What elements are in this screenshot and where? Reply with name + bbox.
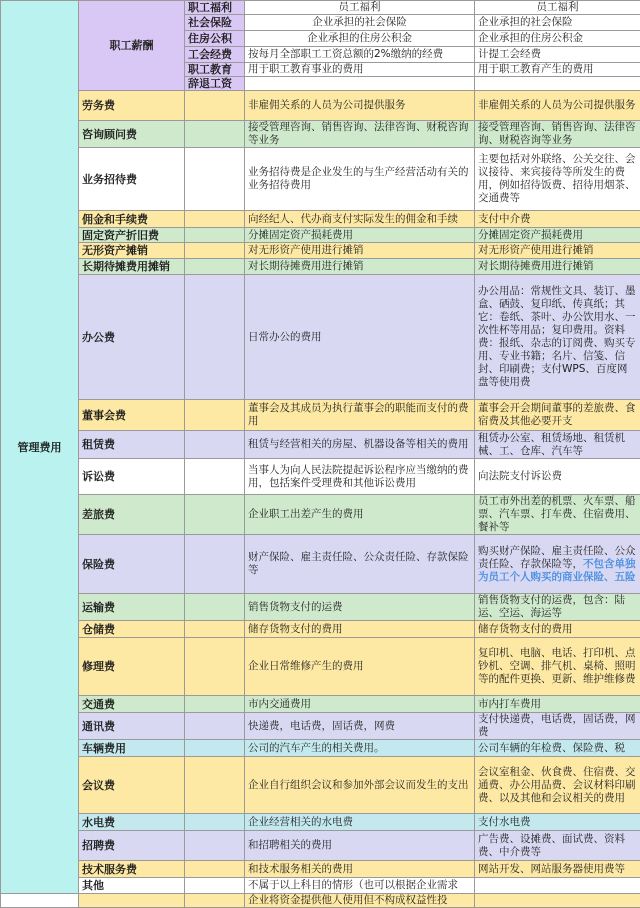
- detail-cell: [475, 894, 640, 908]
- description-cell: 企业承担的社会保险: [245, 15, 475, 31]
- spacer-cell: [185, 621, 245, 638]
- table-row: [1, 878, 640, 894]
- detail-cell: [475, 621, 640, 638]
- table-row: [1, 91, 640, 121]
- item-name-cell: 办公费: [79, 275, 185, 400]
- table-row: [1, 696, 640, 713]
- expense-table-body: [1, 1, 640, 908]
- detail-cell: [475, 243, 640, 259]
- item-name-cell: 其他: [79, 878, 185, 894]
- detail-cell: [475, 638, 640, 696]
- detail-cell: 员工福利: [475, 1, 640, 15]
- table-row: [1, 148, 640, 211]
- detail-cell: [475, 275, 640, 400]
- spacer-cell: [185, 740, 245, 757]
- table-row: [1, 495, 640, 535]
- item-name-cell: 长期待摊费用摊销: [79, 259, 185, 275]
- description-cell: 按每月全部职工工资总额的2%缴纳的经费: [245, 47, 475, 63]
- item-name-cell: 保险费: [79, 535, 185, 594]
- salary-sub-cell: 辞退工资: [185, 77, 245, 91]
- spacer-cell: [185, 243, 245, 259]
- table-row: [1, 621, 640, 638]
- spacer-cell: [185, 495, 245, 535]
- detail-cell: [475, 696, 640, 713]
- table-row: [1, 243, 640, 259]
- description-cell: 和招聘相关的费用: [245, 831, 475, 861]
- item-name-cell: 董事会费: [79, 400, 185, 431]
- detail-text: 支付快递费，电话费，固话费，网费: [478, 713, 636, 738]
- detail-text: 租赁办公室、租赁场地、租赁机械、工、仓库、汽车等: [478, 432, 625, 457]
- detail-cell: [475, 535, 640, 594]
- detail-cell: [475, 878, 640, 894]
- spacer-cell: [185, 459, 245, 495]
- description-cell: 企业承担的住房公积金: [245, 31, 475, 47]
- description-cell: 当事人为向人民法院提起诉讼程序应当缴纳的费用，包括案件受理费和其他诉讼费用: [245, 459, 475, 495]
- salary-sub-cell: 住房公积: [185, 31, 245, 47]
- detail-text: 销售货物支付的运费，包含：陆运、空运、海运等: [478, 594, 625, 619]
- spacer-cell: [185, 121, 245, 148]
- description-cell: 接受管理咨询、销售咨询、法律咨询、财税咨询等业务: [245, 121, 475, 148]
- item-name-cell: 固定资产折旧费: [79, 228, 185, 243]
- detail-cell: [475, 211, 640, 228]
- table-row: [1, 740, 640, 757]
- table-row: [1, 275, 640, 400]
- detail-cell: [475, 148, 640, 211]
- spacer-cell: [185, 757, 245, 814]
- description-cell: 储存货物支付的费用: [245, 621, 475, 638]
- item-name-cell: 招聘费: [79, 831, 185, 861]
- salary-sub-cell: 职工福利: [185, 1, 245, 15]
- table-row: [1, 1, 640, 15]
- salary-sub-cell: 社会保险: [185, 15, 245, 31]
- description-cell: 企业职工出差产生的费用: [245, 495, 475, 535]
- table-row: [1, 638, 640, 696]
- detail-cell: [475, 431, 640, 459]
- spacer-cell: [185, 861, 245, 878]
- item-name-cell: 租赁费: [79, 431, 185, 459]
- item-name-cell: 水电费: [79, 814, 185, 831]
- description-cell: 向经纪人、代办商支付实际发生的佣金和手续: [245, 211, 475, 228]
- table-row: [1, 861, 640, 878]
- detail-text: 购买财产保险、雇主责任险、公众责任险、存款保险等，: [478, 545, 636, 570]
- detail-cell: [475, 495, 640, 535]
- item-name-cell: 通讯费: [79, 713, 185, 740]
- spacer-cell: [185, 259, 245, 275]
- item-name-cell: 车辆费用: [79, 740, 185, 757]
- description-cell: 企业日常维修产生的费用: [245, 638, 475, 696]
- item-name-cell: 诉讼费: [79, 459, 185, 495]
- spacer-cell: [185, 814, 245, 831]
- spacer-cell: [185, 91, 245, 121]
- detail-cell: [475, 400, 640, 431]
- detail-cell: [475, 757, 640, 814]
- description-cell: 租赁与经营相关的房屋、机器设备等相关的费用: [245, 431, 475, 459]
- description-cell: 业务招待费是企业发生的与生产经营活动有关的业务招待费用: [245, 148, 475, 211]
- description-cell: 日常办公的费用: [245, 275, 475, 400]
- item-name-cell: 技术服务费: [79, 861, 185, 878]
- detail-text: 办公用品：常规性文具、装订、墨盒、硒鼓、复印纸、传真纸；其它：卷纸、茶叶、办公饮用水、一次性杯等用品；复印费用。资料费：报纸、杂志的订阅费、购买专用、专业书籍；名片、信笺、信封、印刷费；支付WPS、百度网盘等使用费: [478, 285, 636, 388]
- description-cell: 销售货物支付的运费: [245, 594, 475, 621]
- item-name-cell: 运输费: [79, 594, 185, 621]
- detail-text: 广告费、设摊费、面试费、资料费、中介费等: [478, 833, 625, 858]
- detail-cell: [475, 831, 640, 861]
- table-row: [1, 121, 640, 148]
- spacer-cell: [185, 431, 245, 459]
- detail-text: 对长期待摊费用进行摊销: [478, 260, 594, 272]
- description-cell: 分摊固定资产损耗费用: [245, 228, 475, 243]
- detail-text: 市内打车费用: [478, 698, 541, 710]
- description-cell: 非雇佣关系的人员为公司提供服务: [245, 91, 475, 121]
- item-name-cell: 差旅费: [79, 495, 185, 535]
- spacer-cell: [185, 878, 245, 894]
- detail-text: 分摊固定资产损耗费用: [478, 229, 583, 241]
- detail-cell: 企业承担的住房公积金: [475, 31, 640, 47]
- table-row: [1, 831, 640, 861]
- spacer-cell: [185, 275, 245, 400]
- item-name-cell: 咨询顾问费: [79, 121, 185, 148]
- table-row: [1, 814, 640, 831]
- detail-cell: [475, 740, 640, 757]
- detail-cell: [475, 91, 640, 121]
- table-row: [1, 228, 640, 243]
- item-name-cell: 劳务费: [79, 91, 185, 121]
- table-row: [1, 594, 640, 621]
- description-cell: 市内交通费用: [245, 696, 475, 713]
- detail-cell: [475, 713, 640, 740]
- detail-text: 储存货物支付的费用: [478, 623, 573, 635]
- table-row: [1, 211, 640, 228]
- detail-text: 董事会开会期间董事的差旅费、食宿费及其他必要开支: [478, 402, 636, 427]
- item-name-cell: 业务招待费: [79, 148, 185, 211]
- table-row: [1, 894, 640, 908]
- detail-text: 员工市外出差的机票、火车票、船票、汽车票、打车费、住宿费用、餐补等: [478, 495, 636, 533]
- spacer-cell: [185, 228, 245, 243]
- detail-text: 支付水电费: [478, 816, 531, 828]
- item-name-cell: [79, 894, 185, 908]
- table-row: [1, 535, 640, 594]
- table-row: [1, 713, 640, 740]
- detail-text: 复印机、电脑、电话、打印机、点钞机、空调、排气机、桌椅、照明等的配件更换、更新、维护维修费: [478, 647, 636, 685]
- table-row: [1, 259, 640, 275]
- table-row: [1, 459, 640, 495]
- item-name-cell: 无形资产摊销: [79, 243, 185, 259]
- description-cell: 公司的汽车产生的相关费用。: [245, 740, 475, 757]
- spacer-cell: [185, 400, 245, 431]
- detail-cell: [475, 861, 640, 878]
- description-cell: 员工福利: [245, 1, 475, 15]
- spacer-cell: [185, 594, 245, 621]
- detail-cell: [475, 459, 640, 495]
- spacer-cell: [185, 638, 245, 696]
- detail-cell: [475, 77, 640, 91]
- spacer-cell: [185, 894, 245, 908]
- spacer-cell: [185, 211, 245, 228]
- table-row: [1, 400, 640, 431]
- table-row: [1, 757, 640, 814]
- spacer-cell: [185, 713, 245, 740]
- detail-text: 支付中介费: [478, 213, 531, 225]
- item-name-cell: 佣金和手续费: [79, 211, 185, 228]
- description-cell: 企业经营相关的水电费: [245, 814, 475, 831]
- detail-note: 不包含单独为员工个人购买的商业保险、五险: [478, 558, 636, 583]
- spacer-cell: [185, 831, 245, 861]
- table-row: [1, 431, 640, 459]
- detail-text: 主要包括对外联络、公关交往、会议接待、来宾接待等所发生的费用，例如招待饭费、招待用烟茶、交通费等: [478, 153, 636, 204]
- detail-text: 向法院支付诉讼费: [478, 470, 562, 482]
- detail-cell: [475, 594, 640, 621]
- category-cell: 管理费用: [1, 1, 79, 894]
- item-name-cell: 修理费: [79, 638, 185, 696]
- detail-cell: 计提工会经费: [475, 47, 640, 63]
- salary-sub-cell: 工会经费: [185, 47, 245, 63]
- description-cell: 企业自行组织会议和参加外部会议而发生的支出: [245, 757, 475, 814]
- description-cell: 企业将资金提供他人使用但不构成权益性投: [245, 894, 475, 908]
- description-cell: 快递费，电话费，固话费，网费: [245, 713, 475, 740]
- detail-cell: [475, 228, 640, 243]
- detail-text: 会议室租金、伙食费、住宿费、交通费、办公用品费、会议材料印刷费、以及其他和会议相关的费用: [478, 766, 636, 804]
- detail-text: 对无形资产使用进行摊销: [478, 244, 594, 256]
- description-cell: 财产保险、雇主责任险、公众责任险、存款保险等: [245, 535, 475, 594]
- item-name-cell: 交通费: [79, 696, 185, 713]
- description-cell: 和技术服务相关的费用: [245, 861, 475, 878]
- description-cell: [245, 77, 475, 91]
- detail-cell: [475, 259, 640, 275]
- item-name-cell: 仓储费: [79, 621, 185, 638]
- detail-cell: [475, 814, 640, 831]
- description-cell: 对长期待摊费用进行摊销: [245, 259, 475, 275]
- description-cell: 不属于以上科目的情形（也可以根据企业需求: [245, 878, 475, 894]
- detail-cell: 用于职工教育产生的费用: [475, 63, 640, 77]
- detail-text: 网站开发、网站服务器使用费等: [478, 863, 625, 875]
- description-cell: 用于职工教育事业的费用: [245, 63, 475, 77]
- spacer-cell: [185, 535, 245, 594]
- detail-text: 非雇佣关系的人员为公司提供服务: [478, 99, 636, 111]
- item-name-cell: 会议费: [79, 757, 185, 814]
- spacer-cell: [185, 696, 245, 713]
- description-cell: 对无形资产使用进行摊销: [245, 243, 475, 259]
- category-cell-next: [1, 894, 79, 908]
- detail-cell: 企业承担的社会保险: [475, 15, 640, 31]
- salary-sub-cell: 职工教育: [185, 63, 245, 77]
- detail-text: 公司车辆的年检费、保险费、税: [478, 742, 625, 754]
- description-cell: 董事会及其成员为执行董事会的职能而支付的费用: [245, 400, 475, 431]
- salary-group-cell: 职工薪酬: [79, 1, 185, 91]
- detail-text: 接受管理咨询、销售咨询、法律咨询、财税咨询等业务: [478, 121, 636, 146]
- detail-cell: [475, 121, 640, 148]
- spacer-cell: [185, 148, 245, 211]
